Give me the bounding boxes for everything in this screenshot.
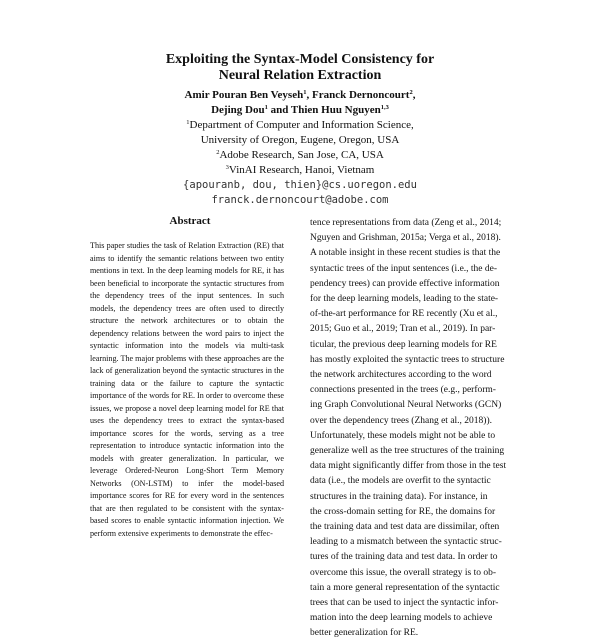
title-line-2: Neural Relation Extraction <box>218 68 382 83</box>
authors-line-2 <box>0 103 600 118</box>
body-text-line: syntactic trees of the input sentences (i.e., the de- <box>310 263 498 274</box>
body-text-line: pendency trees) can provide effective information <box>310 278 500 289</box>
body-text-line: tain a more general representation of the syntactic <box>310 582 500 593</box>
authors-line-1 <box>0 88 600 103</box>
affiliation-2 <box>0 148 600 163</box>
body-text-line: ticular, the previous deep learning models for RE <box>310 339 497 350</box>
intro-column <box>310 216 524 642</box>
body-text-line: structures in the training data). For instance, in <box>310 491 488 502</box>
body-text-line: connections presented in the trees (e.g., perform- <box>310 385 496 396</box>
body-text-line: overcome this issue, the overall strategy is to ob- <box>310 567 496 578</box>
body-text-line: tence representations from data (Zeng et al., 2014; <box>310 218 502 228</box>
body-text-line: of-the-art performance for RE recently (Xu et al., <box>310 309 498 320</box>
abstract-body: This paper studies the task of Relation Extraction (RE) that aims to identify the semantic relations between two entity mentions in text. In the deep learning models for RE, it has been beneficial to incorporate the syntactic structures from the dependency trees of the input sentences. In such models, the dependency trees are often used to directly structure the network architectures or to obtain the dependency relations between the word pairs to inject the syntactic information into the models via multi-task learning. The major problems with these approaches are the lack of generalization beyond the syntactic structures in the training data or the failure to capture the syntactic importance of the words for RE. In order to overcome these issues, we propose a novel deep learning model for RE that uses the dependency trees to extract the syntax-based importance scores for the words, serving as a tree representation to introduce syntactic information into the models with greater generalization. In particular, we leverage Ordered-Neuron Long-Short Term Memory Networks (ON-LSTM) to infer the model-based importance scores for RE for every word in the sentences that are then regulated to be consistent with the syntax-based scores to enable syntactic information injection. We perform extensive experiments to demonstrate the effec- <box>90 241 284 538</box>
body-text-line: has mostly exploited the syntactic trees to structure <box>310 354 505 365</box>
body-text-line: Unfortunately, these models might not be able to <box>310 430 496 441</box>
body-text-line: the network architectures according to the word <box>310 370 492 381</box>
body-text-line: better generalization for RE. <box>310 628 419 639</box>
affiliation-1-cont: University of Oregon, Eugene, Oregon, USA <box>200 134 400 146</box>
affiliation-text: Adobe Research, San Jose, CA, USA <box>219 149 384 161</box>
title-line-1: Exploiting the Syntax-Model Consistency for <box>165 52 435 67</box>
affil-marker: 3 <box>225 164 229 171</box>
affil-marker: 1 <box>264 104 268 111</box>
author-list <box>0 88 600 118</box>
abstract-heading: Abstract <box>169 215 211 227</box>
affiliations <box>0 118 600 178</box>
body-text-line: for the deep learning models, leading to the state- <box>310 294 499 305</box>
email-2: franck.dernoncourt@adobe.com <box>211 194 389 206</box>
body-text-line: ing Graph Convolutional Neural Networks (GCN) <box>310 400 502 411</box>
author-name: Dejing Dou <box>211 104 265 116</box>
body-text-line: the training data and test data are dissimilar, often <box>310 522 500 533</box>
affiliation-text: VinAI Research, Hanoi, Vietnam <box>228 164 375 176</box>
body-text-line: data might significantly differ from those in the test <box>310 461 507 472</box>
author-name: Amir Pouran Ben Veyseh <box>184 89 304 101</box>
body-text-line: tures of the training data and test data. In order to <box>310 552 498 563</box>
affil-marker: 1,3 <box>380 104 389 111</box>
affiliation-3 <box>0 163 600 178</box>
email-1: {apouranb, dou, thien}@cs.uoregon.edu <box>183 179 417 191</box>
affiliation-1 <box>0 118 600 133</box>
author-name: , Franck Dernoncourt <box>306 89 410 101</box>
body-text-line: Nguyen and Grishman, 2015a; Verga et al., 2018). <box>310 233 501 244</box>
affil-marker: 2 <box>216 149 220 156</box>
body-text-line: A notable insight in these recent studies is that the <box>310 248 501 259</box>
body-text-line: generalize well as the tree structures of the training <box>310 446 505 457</box>
body-text-line: trees that can be used to inject the syntactic infor- <box>310 598 499 609</box>
paper-title <box>0 52 600 84</box>
affil-marker: 1 <box>186 119 190 126</box>
affiliation-text: Department of Computer and Information Science, <box>189 119 414 131</box>
affil-marker: 2 <box>409 89 413 96</box>
author-emails <box>0 178 600 208</box>
author-separator: , <box>412 89 416 101</box>
body-text-line: leading to a mismatch between the syntactic struc- <box>310 537 502 548</box>
body-text-line: mation into the deep learning models to achieve <box>310 613 493 624</box>
body-text-line: data (i.e., the models are overfit to the syntactic <box>310 476 491 487</box>
body-text-line: the cross-domain setting for RE, the domains for <box>310 506 496 517</box>
author-name: and Thien Huu Nguyen <box>267 104 381 116</box>
body-text-line: over the dependency trees (Zhang et al., 2018)). <box>310 415 493 426</box>
affil-marker: 1 <box>303 89 307 96</box>
body-text-line: 2015; Guo et al., 2019; Tran et al., 2019). In par- <box>310 324 496 335</box>
